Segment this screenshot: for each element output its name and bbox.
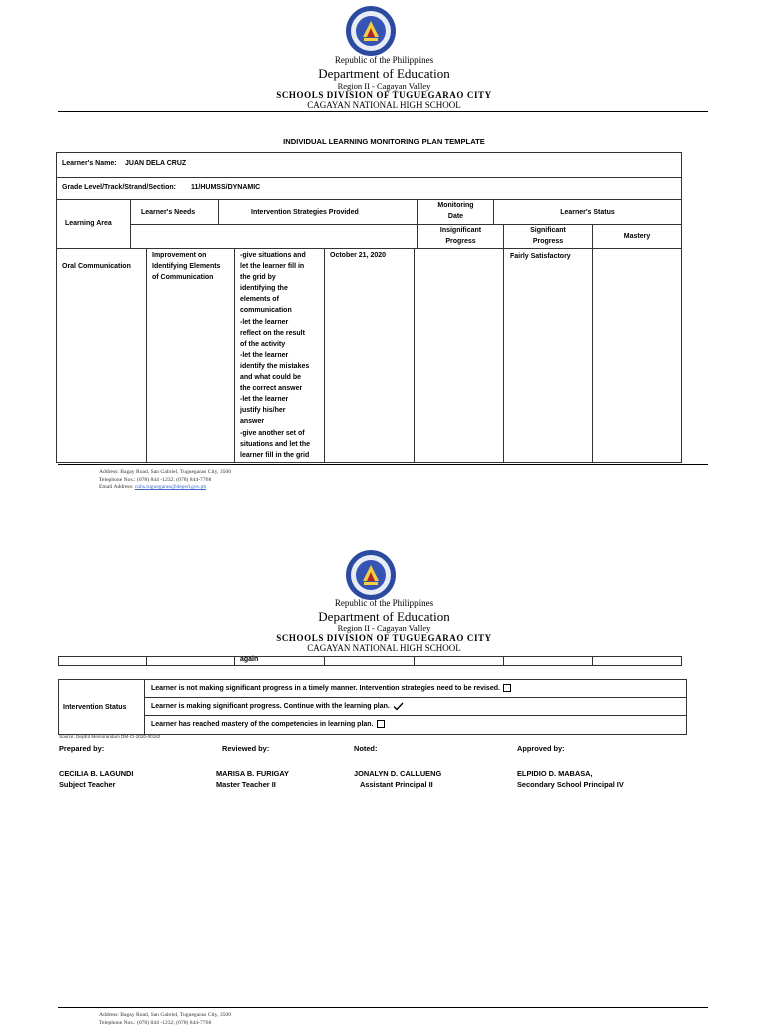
approved-by-label: Approved by:	[517, 744, 565, 753]
significant-heading: Significant	[530, 227, 566, 234]
strategy-line: the correct answer	[240, 385, 303, 393]
row-significant-status: Fairly Satisfactory	[510, 253, 571, 260]
deped-seal-logo	[345, 549, 397, 601]
strategy-line: of the activity	[240, 340, 286, 348]
monitoring-heading: Monitoring	[437, 202, 474, 209]
needs-heading: Learner's Needs	[141, 209, 196, 216]
row-needs	[152, 250, 220, 283]
strategy-line: justify his/her	[240, 407, 286, 415]
source-note: Source: DepEd Memorandum DM-CI-2020-00162	[59, 734, 161, 739]
grade-value: 11/HUMSS/DYNAMIC	[191, 184, 261, 191]
footer-email-line	[99, 484, 231, 492]
significant-progress-heading: Progress	[532, 238, 564, 245]
footer-telephone: Telephone Nos.: (078) 844 -1232; (078) 844-7768	[99, 476, 212, 483]
footer-email-label: Email Address:	[99, 484, 134, 491]
needs-line: Identifying Elements	[152, 263, 221, 271]
page1-footer	[99, 469, 231, 492]
noter-title: Assistant Principal II	[360, 780, 433, 789]
strategy-line: situations and let the	[240, 440, 311, 448]
footer-divider	[58, 1007, 708, 1008]
strategy-line: identify the mistakes	[240, 362, 310, 370]
region-line: Region II - Cagayan Valley	[337, 623, 431, 633]
strategy-line: -let the learner	[240, 318, 289, 326]
strategy-line: -let the learner	[240, 351, 289, 359]
learner-name-value: JUAN DELA CRUZ	[125, 160, 187, 167]
strategy-line: the grid by	[240, 274, 276, 282]
intervention-option-text: Learner is making significant progress. Continue with the learning plan.	[151, 703, 390, 710]
prepared-by-label: Prepared by:	[59, 744, 105, 753]
cell-mastery	[592, 248, 682, 463]
school-line: CAGAYAN NATIONAL HIGH SCHOOL	[307, 100, 461, 110]
republic-line: Republic of the Philippines	[334, 598, 434, 608]
department-title: Department of Education	[318, 609, 450, 624]
footer-divider	[58, 464, 708, 465]
footer-email-link[interactable]: cnhs.tuguegarao@deped.gov.ph	[134, 484, 207, 491]
date-heading: Date	[447, 213, 464, 220]
strategy-line: reflect on the result	[240, 329, 305, 337]
school-line: CAGAYAN NATIONAL HIGH SCHOOL	[307, 643, 461, 653]
noted-label: Noted:	[354, 744, 378, 753]
cont-cell	[146, 656, 235, 666]
learner-name-label: Learner's Name:	[62, 160, 117, 167]
strategy-line: let the learner fill in	[240, 263, 305, 271]
header-blank-span	[130, 224, 418, 249]
intervention-option	[151, 701, 404, 712]
reviewer-title: Master Teacher II	[216, 780, 276, 789]
strategy-line: learner fill in the grid	[240, 451, 310, 459]
intervention-option	[151, 719, 385, 730]
grade-label: Grade Level/Track/Strand/Section:	[62, 184, 176, 191]
reviewer-name: MARISA B. FURIGAY	[216, 769, 289, 778]
continued-text: again	[240, 656, 259, 663]
preparer-name: CECILIA B. LAGUNDI	[59, 769, 134, 778]
header-divider	[58, 111, 708, 112]
checkbox-empty[interactable]	[377, 720, 385, 728]
cont-cell	[58, 656, 147, 666]
intervention-option	[151, 683, 511, 694]
approver-name: ELPIDIO D. MABASA,	[517, 769, 593, 778]
insignificant-heading: Insignificant	[439, 227, 482, 234]
strategy-line: -give situations and	[240, 252, 306, 259]
learning-area-heading: Learning Area	[65, 220, 112, 227]
intervention-option-text: Learner is not making significant progress in a timely manner. Intervention strategies need to be revised.	[151, 685, 500, 692]
mastery-heading: Mastery	[623, 233, 651, 240]
form-title: INDIVIDUAL LEARNING MONITORING PLAN TEMPLATE	[283, 137, 485, 146]
strategy-line: -let the learner	[240, 396, 289, 404]
cell-area	[56, 248, 147, 463]
preparer-title: Subject Teacher	[59, 780, 116, 789]
cont-cell	[324, 656, 415, 666]
approver-title: Secondary School Principal IV	[517, 780, 624, 789]
strategy-line: communication	[240, 307, 292, 315]
footer-telephone: Telephone Nos.: (078) 844 -1232; (078) 844-7768	[99, 1019, 212, 1026]
row-strategies	[240, 250, 310, 461]
row-date: October 21, 2020	[330, 252, 387, 259]
department-title: Department of Education	[318, 66, 450, 81]
footer-address: Address: Bagay Road, San Gabriel, Tuguegarao City, 3500	[99, 469, 232, 475]
division-line: SCHOOLS DIVISION OF TUGUEGARAO CITY	[276, 633, 492, 643]
region-line: Region II - Cagayan Valley	[337, 81, 431, 91]
noter-name: JONALYN D. CALLUENG	[354, 769, 442, 778]
division-line: SCHOOLS DIVISION OF TUGUEGARAO CITY	[276, 90, 492, 100]
page2-footer	[99, 1012, 231, 1027]
reviewed-by-label: Reviewed by:	[222, 744, 270, 753]
needs-line: Improvement on	[152, 252, 207, 259]
checkbox-empty[interactable]	[503, 684, 511, 692]
cell-insignificant	[414, 248, 504, 463]
strategies-heading: Intervention Strategies Provided	[251, 209, 359, 216]
intervention-option-text: Learner has reached mastery of the competencies in learning plan.	[151, 721, 374, 728]
cont-cell	[592, 656, 682, 666]
strategy-line: answer	[240, 418, 265, 426]
status-heading: Learner's Status	[560, 209, 615, 216]
intervention-label: Intervention Status	[63, 704, 127, 711]
strategy-line: and what could be	[240, 374, 302, 382]
insignificant-progress-heading: Progress	[445, 238, 476, 245]
strategy-line: elements of	[240, 296, 279, 304]
cont-cell	[503, 656, 593, 666]
needs-line: of Communication	[152, 274, 214, 282]
checkmark-icon[interactable]	[393, 702, 404, 711]
strategy-line: identifying the	[240, 285, 288, 293]
cont-cell	[414, 656, 504, 666]
row-area: Oral Communication	[62, 263, 131, 270]
deped-seal-logo	[345, 5, 397, 57]
footer-address: Address: Bagay Road, San Gabriel, Tuguegarao City, 3500	[99, 1012, 232, 1018]
cell-significant	[503, 248, 593, 463]
strategy-line: -give another set of	[240, 429, 305, 437]
cell-date	[324, 248, 415, 463]
republic-line: Republic of the Philippines	[334, 55, 434, 65]
